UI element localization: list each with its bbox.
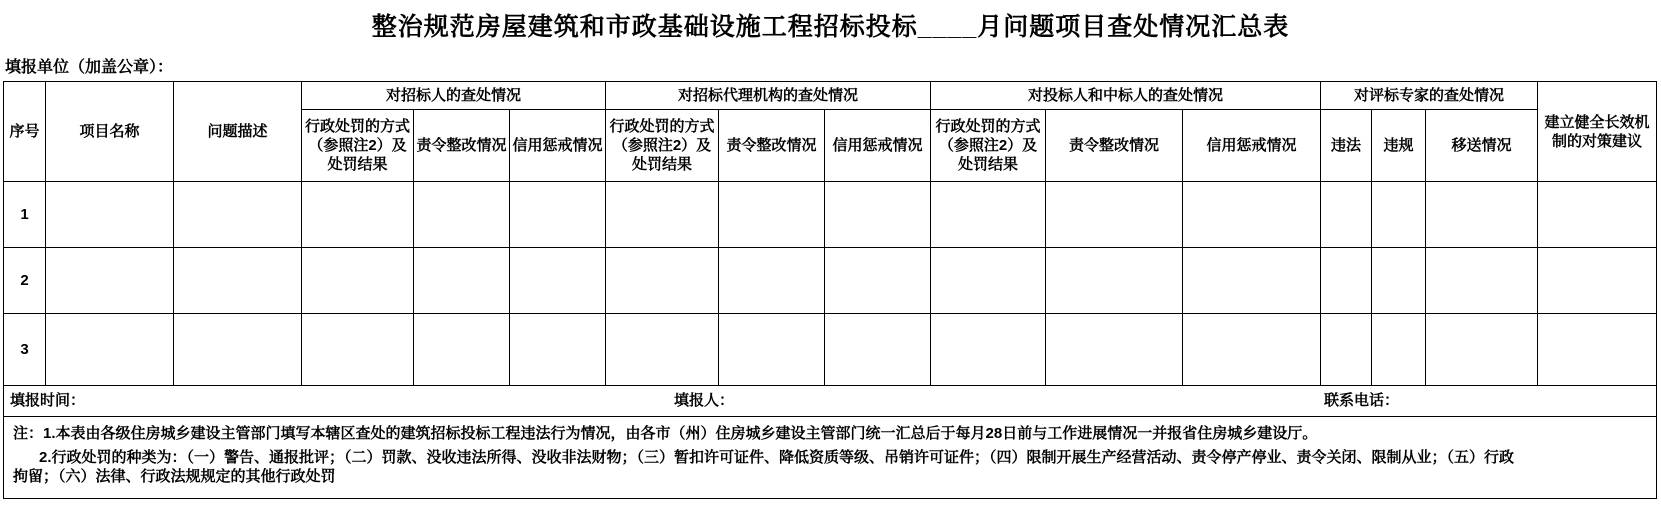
empty-cell[interactable] bbox=[414, 314, 510, 386]
empty-cell[interactable] bbox=[825, 182, 931, 248]
summary-table bbox=[3, 81, 1657, 417]
empty-cell[interactable] bbox=[1046, 182, 1183, 248]
empty-cell[interactable] bbox=[1538, 182, 1657, 248]
col-header-problem: 问题描述 bbox=[174, 82, 302, 182]
empty-cell[interactable] bbox=[174, 314, 302, 386]
note-line-1: 注：1.本表由各级住房城乡建设主管部门填写本辖区查处的建筑招标投标工程违法行为情况，由各市（州）住房城乡建设主管部门统一汇总后于每月28日前与工作进展情况一并报省住房城乡建设厅。 bbox=[13, 425, 1318, 442]
empty-cell[interactable] bbox=[302, 182, 414, 248]
subcol-rectify-agency: 责令整改情况 bbox=[719, 110, 825, 182]
row-seq: 3 bbox=[4, 314, 46, 386]
subcol-credit-bidder: 信用惩戒情况 bbox=[510, 110, 606, 182]
empty-cell[interactable] bbox=[931, 182, 1046, 248]
empty-cell[interactable] bbox=[719, 182, 825, 248]
subcol-credit-winner: 信用惩戒情况 bbox=[1183, 110, 1321, 182]
notes bbox=[3, 417, 1657, 499]
reporter-label: 填报人： bbox=[674, 392, 735, 409]
col-header-project: 项目名称 bbox=[46, 82, 174, 182]
empty-cell[interactable] bbox=[931, 314, 1046, 386]
empty-cell[interactable] bbox=[825, 314, 931, 386]
empty-cell[interactable] bbox=[1183, 248, 1321, 314]
group-header-bidders-winners: 对投标人和中标人的查处情况 bbox=[931, 82, 1321, 110]
empty-cell[interactable] bbox=[1372, 314, 1426, 386]
note-line-2: 2.行政处罚的种类为：（一）警告、通报批评；（二）罚款、没收违法所得、没收非法财物；（三）暂扣许可证件、降低资质等级、吊销许可证件；（四）限制开展生产经营活动、责令停产停业、责令关闭、限制从业；（五）行政 bbox=[39, 449, 1515, 466]
subcol-rectify-winner: 责令整改情况 bbox=[1046, 110, 1183, 182]
empty-cell[interactable] bbox=[46, 182, 174, 248]
empty-cell[interactable] bbox=[1321, 248, 1372, 314]
empty-cell[interactable] bbox=[719, 248, 825, 314]
empty-cell[interactable] bbox=[174, 182, 302, 248]
footer-row bbox=[4, 386, 1657, 417]
contact-phone-label: 联系电话： bbox=[1324, 392, 1400, 409]
empty-cell[interactable] bbox=[302, 314, 414, 386]
empty-cell[interactable] bbox=[931, 248, 1046, 314]
empty-cell[interactable] bbox=[1426, 314, 1538, 386]
subcol-transfer: 移送情况 bbox=[1426, 110, 1538, 182]
empty-cell[interactable] bbox=[606, 314, 719, 386]
empty-cell[interactable] bbox=[510, 314, 606, 386]
subcol-illegal: 违法 bbox=[1321, 110, 1372, 182]
empty-cell[interactable] bbox=[1183, 314, 1321, 386]
subcol-rectify-bidder: 责令整改情况 bbox=[414, 110, 510, 182]
note-line-3: 拘留；（六）法律、行政法规规定的其他行政处罚 bbox=[13, 468, 336, 485]
footer-cell[interactable] bbox=[4, 386, 1657, 417]
empty-cell[interactable] bbox=[1321, 314, 1372, 386]
empty-cell[interactable] bbox=[825, 248, 931, 314]
unit-label: 填报单位（加盖公章）： bbox=[5, 59, 174, 76]
group-header-experts: 对评标专家的查处情况 bbox=[1321, 82, 1538, 110]
row-seq: 2 bbox=[4, 248, 46, 314]
empty-cell[interactable] bbox=[719, 314, 825, 386]
subcol-admin-penalty-agency: 行政处罚的方式（参照注2）及处罚结果 bbox=[606, 110, 719, 182]
col-header-suggestion: 建立健全长效机制的对策建议 bbox=[1538, 82, 1657, 182]
empty-cell[interactable] bbox=[510, 182, 606, 248]
report-time-label: 填报时间： bbox=[10, 392, 86, 409]
empty-cell[interactable] bbox=[1426, 248, 1538, 314]
empty-cell[interactable] bbox=[302, 248, 414, 314]
empty-cell[interactable] bbox=[46, 248, 174, 314]
table-row bbox=[4, 314, 1657, 386]
empty-cell[interactable] bbox=[1183, 182, 1321, 248]
subcol-credit-agency: 信用惩戒情况 bbox=[825, 110, 931, 182]
group-header-agency: 对招标代理机构的查处情况 bbox=[606, 82, 931, 110]
subcol-admin-penalty-winner: 行政处罚的方式（参照注2）及处罚结果 bbox=[931, 110, 1046, 182]
row-seq: 1 bbox=[4, 182, 46, 248]
empty-cell[interactable] bbox=[1046, 314, 1183, 386]
subcol-violation: 违规 bbox=[1372, 110, 1426, 182]
empty-cell[interactable] bbox=[174, 248, 302, 314]
table-row bbox=[4, 248, 1657, 314]
empty-cell[interactable] bbox=[1372, 182, 1426, 248]
empty-cell[interactable] bbox=[510, 248, 606, 314]
empty-cell[interactable] bbox=[1426, 182, 1538, 248]
subcol-admin-penalty-bidder: 行政处罚的方式（参照注2）及处罚结果 bbox=[302, 110, 414, 182]
empty-cell[interactable] bbox=[606, 248, 719, 314]
table-row bbox=[4, 182, 1657, 248]
empty-cell[interactable] bbox=[46, 314, 174, 386]
empty-cell[interactable] bbox=[414, 248, 510, 314]
empty-cell[interactable] bbox=[1538, 248, 1657, 314]
group-header-bidder: 对招标人的查处情况 bbox=[302, 82, 606, 110]
col-header-seq: 序号 bbox=[4, 82, 46, 182]
empty-cell[interactable] bbox=[1321, 182, 1372, 248]
empty-cell[interactable] bbox=[606, 182, 719, 248]
empty-cell[interactable] bbox=[1538, 314, 1657, 386]
page-title: 整治规范房屋建筑和市政基础设施工程招标投标____月问题项目查处情况汇总表 bbox=[371, 13, 1290, 41]
empty-cell[interactable] bbox=[414, 182, 510, 248]
empty-cell[interactable] bbox=[1046, 248, 1183, 314]
empty-cell[interactable] bbox=[1372, 248, 1426, 314]
